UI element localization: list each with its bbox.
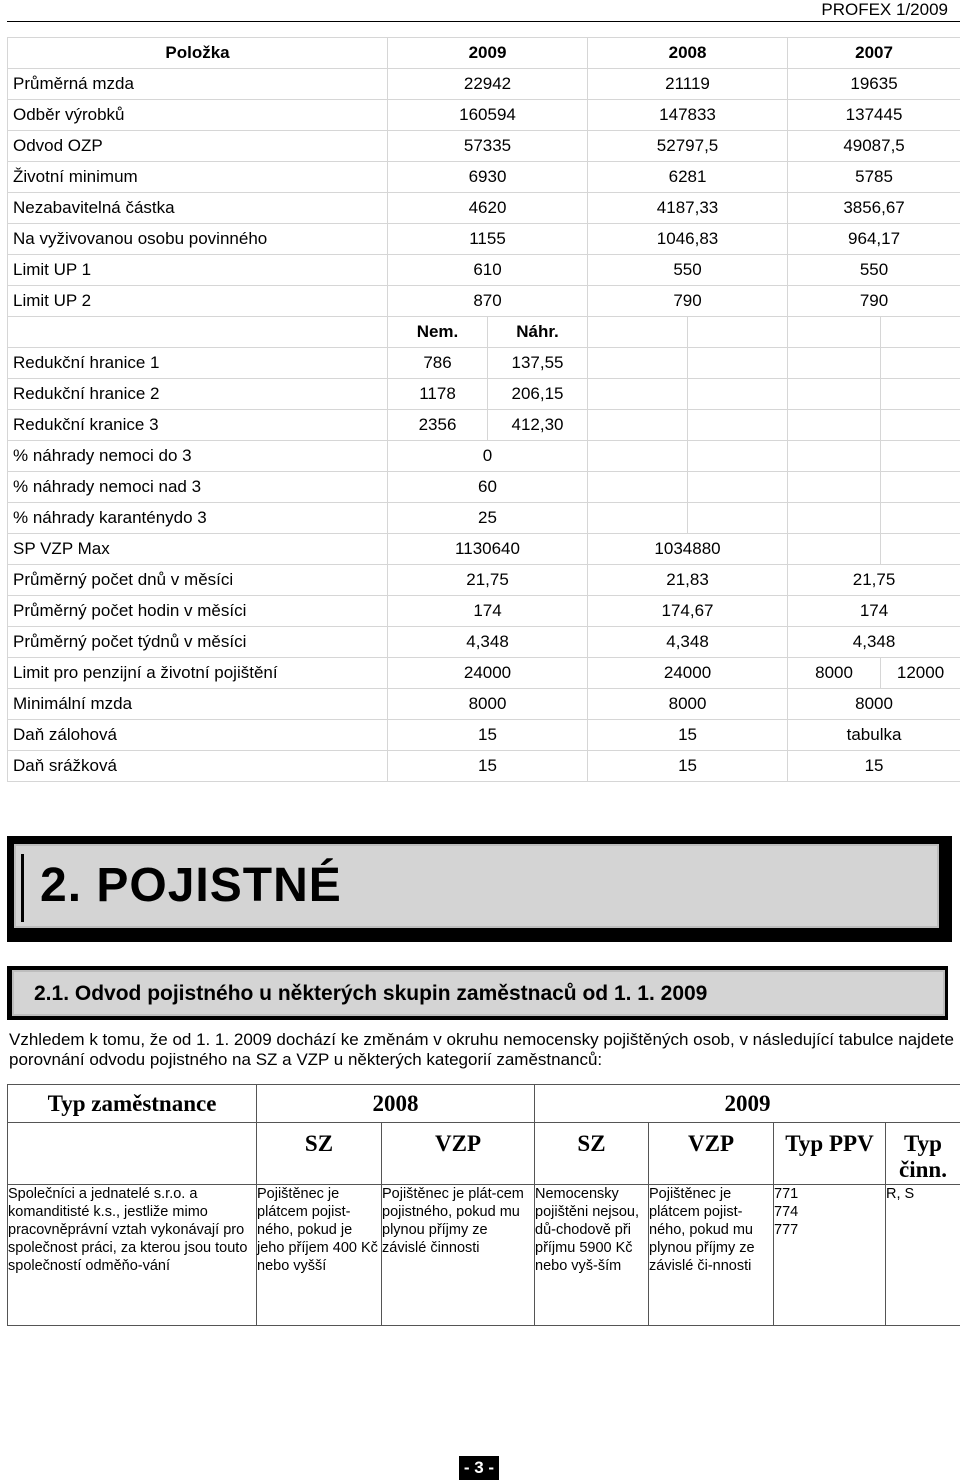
page-header: PROFEX 1/2009 <box>821 0 948 19</box>
row-label: Redukční hranice 1 <box>8 348 388 379</box>
value-2008: 8000 <box>588 689 788 720</box>
col-head-nem: Nem. <box>388 317 488 348</box>
row-label: Průměrný počet týdnů v měsíci <box>8 627 388 658</box>
value-2007: tabulka <box>788 720 960 751</box>
value-2008: 6281 <box>588 162 788 193</box>
col-head-nahr: Náhr. <box>488 317 588 348</box>
row-label: Minimální mzda <box>8 689 388 720</box>
col-head-polozka: Položka <box>8 38 388 69</box>
value-2009: 870 <box>388 286 588 317</box>
table-row <box>8 224 960 255</box>
value-2008: 550 <box>588 255 788 286</box>
value-2007: 4,348 <box>788 627 960 658</box>
table-row <box>8 162 960 193</box>
row-label: % náhrady nemoci do 3 <box>8 441 388 472</box>
value-2008: 21119 <box>588 69 788 100</box>
value-nahr: 206,15 <box>488 379 588 410</box>
value-nahr: 412,30 <box>488 410 588 441</box>
cell-typ-ppv: 771 774 777 <box>774 1185 886 1326</box>
value-2008: 21,83 <box>588 565 788 596</box>
row-label: Limit UP 2 <box>8 286 388 317</box>
intro-paragraph: Vzhledem k tomu, že od 1. 1. 2009 dochází ke změnám v okruhu nemocensky pojištěných osob, v následující tabulce najdete porovnání odvodu pojistného na SZ a VZP u některých kategorií zaměstnanců: <box>9 1030 954 1069</box>
table-row <box>8 379 960 410</box>
subsection-title: 2.1. Odvod pojistného u některých skupin zaměstnaců od 1. 1. 2009 <box>34 982 708 1005</box>
row-label: Průměrný počet hodin v měsíci <box>8 596 388 627</box>
value-nem: 1178 <box>388 379 488 410</box>
value-2009: 4620 <box>388 193 588 224</box>
subsection-heading-box <box>7 966 948 1020</box>
table-row <box>8 193 960 224</box>
col-head-2009: 2009 <box>388 38 588 69</box>
value-nem: 786 <box>388 348 488 379</box>
cell-typ-cinn: R, S <box>886 1185 960 1326</box>
row-label: Odběr výrobků <box>8 100 388 131</box>
col-head-typ-cinn: Typ činn. <box>886 1123 960 1185</box>
subsection-heading-panel <box>12 970 945 1016</box>
col-head-sz-2009: SZ <box>535 1123 649 1185</box>
row-label: Redukční hranice 2 <box>8 379 388 410</box>
value-2008: 1034880 <box>588 534 788 565</box>
row-label: Limit UP 1 <box>8 255 388 286</box>
table-row <box>8 286 960 317</box>
row-label: Odvod OZP <box>8 131 388 162</box>
col-head-typ: Typ zaměstnance <box>8 1085 257 1123</box>
value-2007-b: 12000 <box>881 658 960 689</box>
table-row <box>8 410 960 441</box>
col-head-vzp-2008: VZP <box>382 1123 535 1185</box>
value-2007: 19635 <box>788 69 960 100</box>
value-2007: 137445 <box>788 100 960 131</box>
row-label: Limit pro penzijní a životní pojištění <box>8 658 388 689</box>
value-2008: 4,348 <box>588 627 788 658</box>
value-2007: 49087,5 <box>788 131 960 162</box>
value-2007: 174 <box>788 596 960 627</box>
table-row <box>8 348 960 379</box>
cell-typ: Společníci a jednatelé s.r.o. a komanditisté k.s., jestliže mimo pracovněprávní vztah vykonávají pro společnost práci, za kterou jsou touto společností odměňo-vání <box>8 1185 257 1326</box>
value-percent: 0 <box>388 441 588 472</box>
value-2008: 147833 <box>588 100 788 131</box>
value-2008: 4187,33 <box>588 193 788 224</box>
table-row <box>8 1185 960 1326</box>
table-row <box>8 100 960 131</box>
table-row <box>8 658 960 689</box>
section-heading-box <box>7 836 952 942</box>
value-2007: 21,75 <box>788 565 960 596</box>
row-label: Nezabavitelná částka <box>8 193 388 224</box>
table-row <box>8 441 960 472</box>
col-head-2008: 2008 <box>257 1085 535 1123</box>
value-2009: 15 <box>388 720 588 751</box>
contribution-table <box>7 1084 960 1326</box>
value-2008: 1046,83 <box>588 224 788 255</box>
table-row <box>8 255 960 286</box>
col-head-vzp-2009: VZP <box>649 1123 774 1185</box>
value-2009: 4,348 <box>388 627 588 658</box>
col-head-2009: 2009 <box>535 1085 960 1123</box>
header-rule <box>7 21 960 22</box>
table-row <box>8 689 960 720</box>
value-2009: 6930 <box>388 162 588 193</box>
value-2009: 610 <box>388 255 588 286</box>
page-number: - 3 - <box>463 1458 495 1477</box>
col-head-typ-ppv: Typ PPV <box>774 1123 886 1185</box>
value-2007: 3856,67 <box>788 193 960 224</box>
row-label: Daň srážková <box>8 751 388 782</box>
table-row <box>8 472 960 503</box>
cell-sz-2008: Pojištěnec je plátcem pojist-ného, pokud je jeho příjem 400 Kč nebo vyšší <box>257 1185 382 1326</box>
table-row <box>8 565 960 596</box>
table-row <box>8 627 960 658</box>
row-label: Redukční kranice 3 <box>8 410 388 441</box>
table-row <box>8 720 960 751</box>
row-label: Na vyživovanou osobu povinného <box>8 224 388 255</box>
value-2008: 15 <box>588 751 788 782</box>
row-label: Průměrná mzda <box>8 69 388 100</box>
row-label: % náhrady nemoci nad 3 <box>8 472 388 503</box>
table-subheader-row <box>8 1123 960 1185</box>
value-2007: 964,17 <box>788 224 960 255</box>
value-2007-a: 8000 <box>788 658 881 689</box>
value-2008: 52797,5 <box>588 131 788 162</box>
col-head-2007: 2007 <box>788 38 960 69</box>
value-2009: 24000 <box>388 658 588 689</box>
value-2009: 22942 <box>388 69 588 100</box>
value-2009: 174 <box>388 596 588 627</box>
table-row <box>8 131 960 162</box>
table-row <box>8 503 960 534</box>
table-header-row <box>8 38 960 69</box>
value-2009: 1130640 <box>388 534 588 565</box>
col-head-sz-2008: SZ <box>257 1123 382 1185</box>
value-2007: 550 <box>788 255 960 286</box>
parameters-table <box>7 37 960 782</box>
row-label: SP VZP Max <box>8 534 388 565</box>
cell-vzp-2008: Pojištěnec je plát-cem pojistného, pokud mu plynou příjmy ze závislé činnosti <box>382 1185 535 1326</box>
value-nem: 2356 <box>388 410 488 441</box>
value-2008: 790 <box>588 286 788 317</box>
value-2009: 57335 <box>388 131 588 162</box>
row-label: Životní minimum <box>8 162 388 193</box>
value-2009: 160594 <box>388 100 588 131</box>
value-2008: 24000 <box>588 658 788 689</box>
row-label: % náhrady karanténydo 3 <box>8 503 388 534</box>
table-row <box>8 596 960 627</box>
value-percent: 60 <box>388 472 588 503</box>
value-nahr: 137,55 <box>488 348 588 379</box>
table-row <box>8 534 960 565</box>
value-percent: 25 <box>388 503 588 534</box>
col-head-2008: 2008 <box>588 38 788 69</box>
table-header-row <box>8 1085 960 1123</box>
section-heading-panel <box>14 844 939 928</box>
row-label: Průměrný počet dnů v měsíci <box>8 565 388 596</box>
row-label: Daň zálohová <box>8 720 388 751</box>
table-row <box>8 69 960 100</box>
cell-vzp-2009: Pojištěnec je plátcem pojist-ného, pokud mu plynou příjmy ze závislé či-nnosti <box>649 1185 774 1326</box>
value-2007: 8000 <box>788 689 960 720</box>
page-number-box <box>459 1456 499 1480</box>
value-2009: 8000 <box>388 689 588 720</box>
table-row <box>8 751 960 782</box>
value-2009: 15 <box>388 751 588 782</box>
section-title: 2. POJISTNÉ <box>40 859 342 912</box>
value-2009: 1155 <box>388 224 588 255</box>
value-2007: 15 <box>788 751 960 782</box>
value-2007: 790 <box>788 286 960 317</box>
value-2008: 174,67 <box>588 596 788 627</box>
value-2009: 21,75 <box>388 565 588 596</box>
section-heading-bar <box>21 854 24 922</box>
cell-sz-2009: Nemocensky pojištěni nejsou, dů-chodově při příjmu 5900 Kč nebo vyš-ším <box>535 1185 649 1326</box>
value-2007: 5785 <box>788 162 960 193</box>
subheader-row <box>8 317 960 348</box>
value-2008: 15 <box>588 720 788 751</box>
